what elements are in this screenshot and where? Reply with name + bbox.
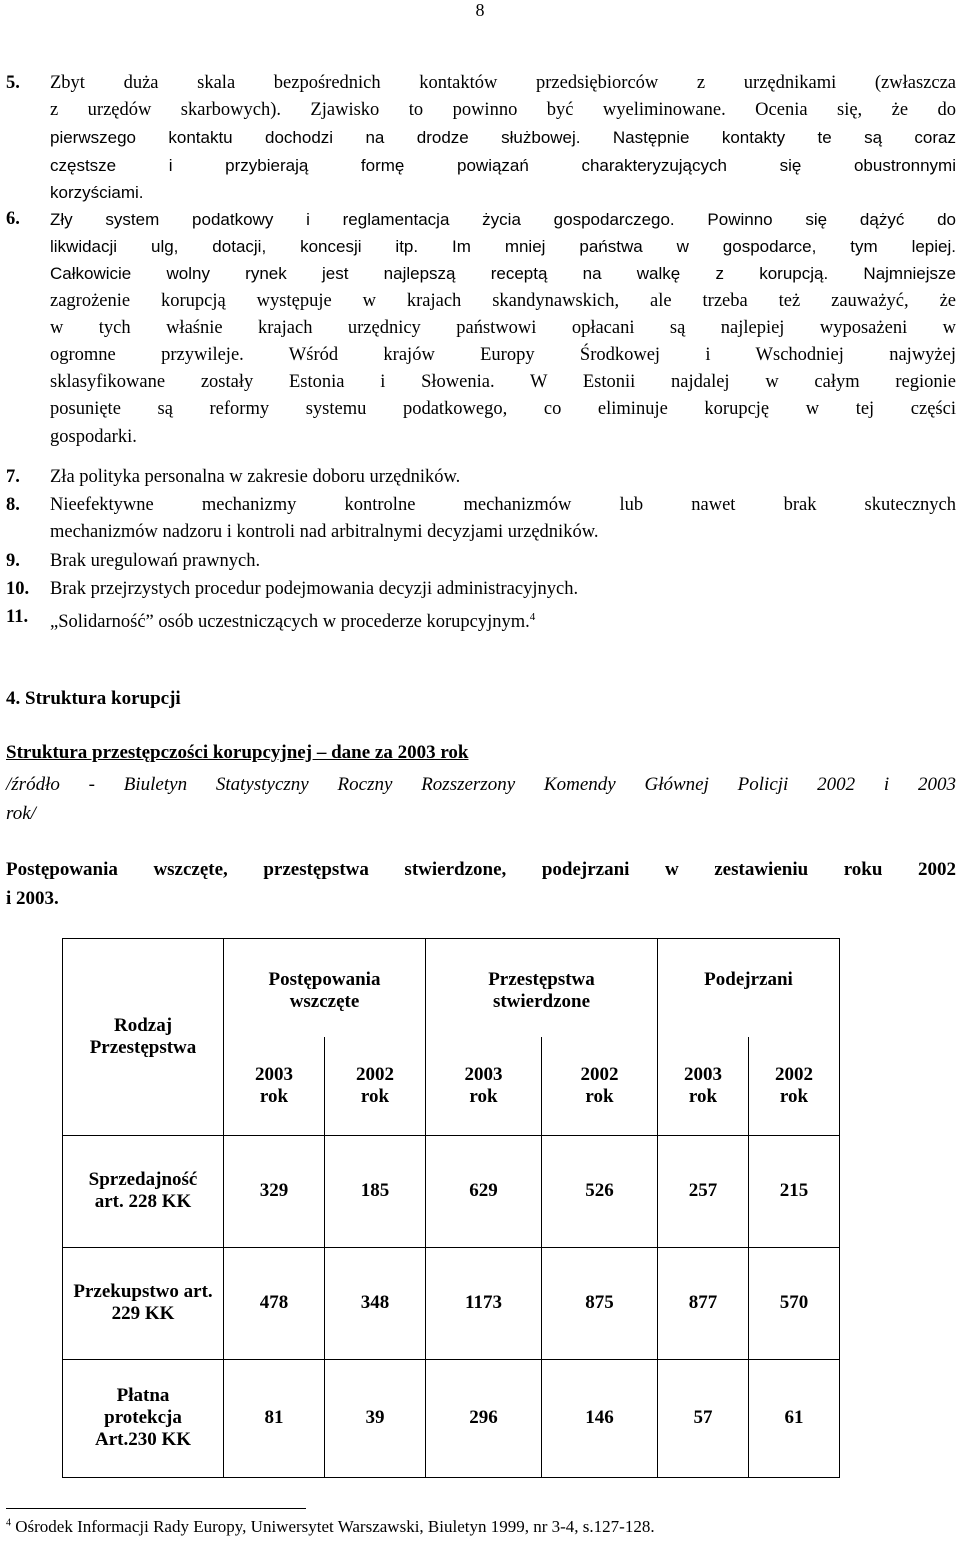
footnote-divider xyxy=(6,1508,306,1509)
footnote-text: Ośrodek Informacji Rady Europy, Uniwersytet Warszawski, Biuletyn 1999, nr 3-4, s.127-128. xyxy=(15,1517,655,1536)
row-header xyxy=(63,939,224,1136)
text-line: z urzędów skarbowych). Zjawisko to powinno być wyeliminowane. Ocenia się, że do xyxy=(50,100,956,121)
text-line: mechanizmów nadzoru i kontroli nad arbitralnymi decyzjami urzędników. xyxy=(50,522,599,543)
source-note xyxy=(6,770,956,828)
year-header xyxy=(426,1037,542,1135)
table-cell: 329 xyxy=(224,1135,325,1247)
source-line: rok/ xyxy=(6,803,36,824)
list-item xyxy=(6,464,956,491)
year-header-label: 2002 rok xyxy=(580,1063,619,1107)
source-line: /źródło - Biuletyn Statystyczny Roczny Rozszerzony Komendy Głównej Policji 2002 i 2003 xyxy=(6,774,956,795)
year-header xyxy=(658,1037,749,1135)
list-item-number: 7. xyxy=(6,467,20,487)
list-item xyxy=(6,576,956,603)
table-cell: 570 xyxy=(749,1247,840,1359)
table-cell: 146 xyxy=(542,1359,658,1477)
list-item xyxy=(6,548,956,575)
text-line: likwidacji ulg, dotacji, koncesji itp. Im mniej państwa w gospodarce, tym lepiej. xyxy=(50,237,956,257)
text-line: częstsze i przybierają formę powiązań charakteryzujących się obustronnymi xyxy=(50,155,956,175)
text-line: ogromne przywileje. Wśród krajów Europy Środkowej i Wschodniej najwyżej xyxy=(50,345,956,366)
table-cell: 1173 xyxy=(426,1247,542,1359)
group-header-label: Postępowania wszczęte xyxy=(268,969,381,1012)
year-header-label: 2003 rok xyxy=(255,1063,293,1107)
table-row xyxy=(63,1135,840,1247)
text-line: Brak przejrzystych procedur podejmowania decyzji administracyjnych. xyxy=(50,579,579,599)
group-header xyxy=(224,939,426,1038)
table-cell: 526 xyxy=(542,1135,658,1247)
table-row xyxy=(63,1359,840,1477)
footnote-number: 4 xyxy=(6,1517,11,1529)
list-item-number: 11. xyxy=(6,607,29,627)
text-line: zagrożenie korupcją występuje w krajach skandynawskich, ale trzeba też zauważyć, że xyxy=(50,290,956,311)
text-line: posunięte są reformy systemu podatkowego, co eliminuje korupcję w tej części xyxy=(50,399,956,420)
data-table xyxy=(62,938,840,1478)
text-line: gospodarki. xyxy=(50,426,137,447)
table-cell: 875 xyxy=(542,1247,658,1359)
list-item xyxy=(6,604,956,636)
year-header-label: 2002 rok xyxy=(356,1063,394,1107)
list-item-number: 8. xyxy=(6,495,20,515)
text-line: korzyściami. xyxy=(50,182,144,202)
list-item-number: 10. xyxy=(6,579,30,599)
table-title: Struktura przestępczości korupcyjnej – dane za 2003 rok xyxy=(6,742,469,763)
row-label xyxy=(63,1247,224,1359)
footnote xyxy=(6,1517,655,1537)
row-label xyxy=(63,1359,224,1477)
text-line: w tych właśnie krajach urzędnicy państwowi opłacani są najlepiej wyposażeni w xyxy=(50,317,956,338)
year-header xyxy=(542,1037,658,1135)
row-label xyxy=(63,1135,224,1247)
table-cell: 257 xyxy=(658,1135,749,1247)
page-number: 8 xyxy=(475,0,485,20)
table-cell: 185 xyxy=(325,1135,426,1247)
year-header xyxy=(325,1037,426,1135)
table-cell: 478 xyxy=(224,1247,325,1359)
table-cell: 39 xyxy=(325,1359,426,1477)
text-line: sklasyfikowane zostały Estonia i Słowenia. W Estonii najdalej w całym regionie xyxy=(50,372,956,393)
text-line: Zła polityka personalna w zakresie doboru urzędników. xyxy=(50,467,461,487)
text-line: „Solidarność” osób uczestniczących w procederze korupcyjnym. xyxy=(50,612,530,633)
table-cell: 629 xyxy=(426,1135,542,1247)
list-item-number: 9. xyxy=(6,551,20,571)
table-cell: 81 xyxy=(224,1359,325,1477)
year-header xyxy=(749,1037,840,1135)
list-item xyxy=(6,70,956,206)
list-item-number: 5. xyxy=(6,73,20,93)
table-cell: 57 xyxy=(658,1359,749,1477)
caption-line: Postępowania wszczęte, przestępstwa stwierdzone, podejrzani w zestawieniu roku 2002 xyxy=(6,859,956,880)
group-header-label: Przestępstwa stwierdzone xyxy=(488,969,595,1012)
footnote-ref[interactable]: 4 xyxy=(529,611,536,623)
table-row xyxy=(63,1247,840,1359)
table-cell: 348 xyxy=(325,1247,426,1359)
section-heading: 4. Struktura korupcji xyxy=(6,688,181,709)
row-label-text: Płatna protekcja Art.230 KK xyxy=(94,1385,192,1450)
text-line: Nieefektywne mechanizmy kontrolne mechanizmów lub nawet brak skutecznych xyxy=(50,495,956,515)
text-line: Brak uregulowań prawnych. xyxy=(50,551,261,571)
text-line: Zły system podatkowy i reglamentacja życia gospodarczego. Powinno się dążyć do xyxy=(50,210,956,229)
group-header xyxy=(426,939,658,1038)
text-line: Całkowicie wolny rynek jest najlepszą receptą na walkę z korupcją. Najmniejsze xyxy=(50,264,956,284)
year-header-label: 2002 rok xyxy=(775,1063,813,1107)
year-header-label: 2003 rok xyxy=(464,1063,503,1107)
list-item-number: 6. xyxy=(6,209,20,229)
group-header-label: Podejrzani xyxy=(704,969,793,990)
list-item xyxy=(6,492,956,546)
caption-line: i 2003. xyxy=(6,888,59,909)
row-label-text: Sprzedajność art. 228 KK xyxy=(88,1169,198,1212)
list-item xyxy=(6,206,956,451)
text-line: pierwszego kontaktu dochodzi na drodze służbowej. Następnie kontakty te są coraz xyxy=(50,128,956,148)
row-label-text: Przekupstwo art. 229 KK xyxy=(73,1281,213,1324)
table-caption xyxy=(6,855,956,913)
year-header-label: 2003 rok xyxy=(684,1063,722,1107)
group-header xyxy=(658,939,840,1038)
table-cell: 215 xyxy=(749,1135,840,1247)
table-cell: 61 xyxy=(749,1359,840,1477)
row-header-label: Rodzaj Przestępstwa xyxy=(89,1014,197,1058)
table-cell: 877 xyxy=(658,1247,749,1359)
text-line: Zbyt duża skala bezpośrednich kontaktów przedsiębiorców z urzędnikami (zwłaszcza xyxy=(50,73,956,93)
table-cell: 296 xyxy=(426,1359,542,1477)
year-header xyxy=(224,1037,325,1135)
